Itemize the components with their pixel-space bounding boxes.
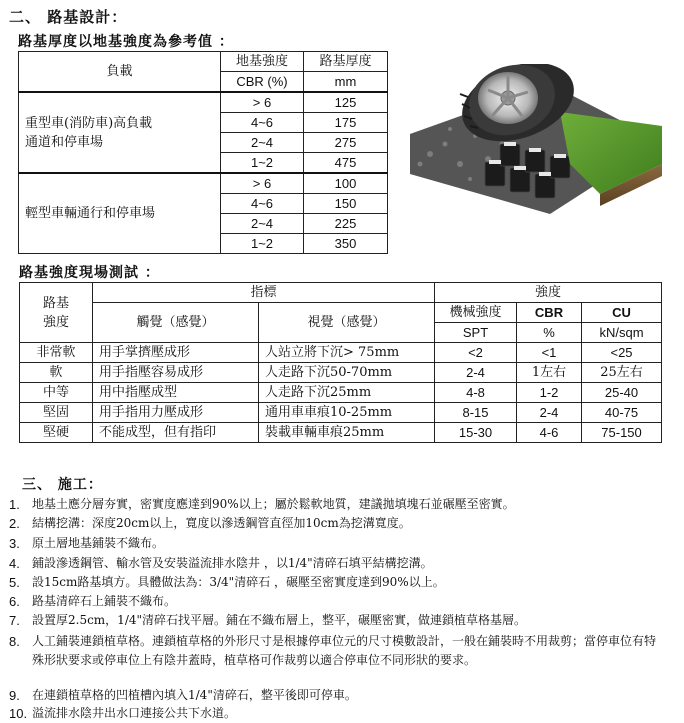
- header-thickness-line1: 路基厚度: [304, 52, 388, 72]
- cbr-cell: > 6: [221, 92, 304, 113]
- table1-caption: 路基厚度以地基強度為參考值 ：: [18, 34, 234, 50]
- step-number: 4.: [9, 556, 20, 571]
- header-thickness-line2: mm: [304, 72, 388, 93]
- spt-cell: <2: [435, 343, 517, 363]
- group-heavy-label-line1: 重型車(消防車)高負載: [25, 115, 153, 131]
- cbr-cell: 4~6: [221, 194, 304, 214]
- header-cbr-line1: 地基強度: [221, 52, 304, 72]
- field-strength-table: [19, 282, 662, 443]
- spt-cell: 8-15: [435, 403, 517, 423]
- table-row: [20, 343, 662, 363]
- cu-cell: <25: [582, 343, 662, 363]
- step-number: 7.: [9, 613, 20, 628]
- thickness-cell: 125: [304, 92, 388, 113]
- step-number: 2.: [9, 516, 20, 531]
- cbr-cell: <1: [517, 343, 582, 363]
- touch-cell: 用中指壓成型: [93, 383, 259, 403]
- subgrade-thickness-table: [18, 51, 388, 254]
- thickness-cell: 350: [304, 234, 388, 254]
- step-number: 5.: [9, 575, 20, 590]
- strength-cell: 堅硬: [20, 423, 93, 443]
- strength-cell: 中等: [20, 383, 93, 403]
- section3-title: 三、 施工：: [22, 477, 103, 493]
- cbr-cell: 4-6: [517, 423, 582, 443]
- header-load: 負載: [19, 52, 221, 93]
- thickness-cell: 475: [304, 153, 388, 174]
- step-number: 6.: [9, 594, 20, 609]
- grass-paver-illustration: [400, 64, 668, 222]
- touch-cell: 不能成型，但有指印: [93, 423, 259, 443]
- cu-cell: 40-75: [582, 403, 662, 423]
- spt-cell: 2-4: [435, 363, 517, 383]
- spt-cell: 4-8: [435, 383, 517, 403]
- section2-title: 二、 路基設計：: [9, 8, 128, 26]
- cbr-cell: > 6: [221, 173, 304, 194]
- vision-cell: 人站立將下沉> 75mm: [259, 343, 435, 363]
- spt-cell: 15-30: [435, 423, 517, 443]
- cbr-cell: 2~4: [221, 133, 304, 153]
- table-row: [20, 363, 662, 383]
- step-text: 設15cm路基填方。具體做法為：3/4"清碎石 ，碾壓至密實度達到90%以上。: [32, 575, 445, 589]
- touch-cell: 用手指壓容易成形: [93, 363, 259, 383]
- cbr-cell: 2-4: [517, 403, 582, 423]
- header-percent: %: [517, 323, 582, 343]
- header-vision: 視覺（感覺）: [259, 303, 435, 343]
- cu-cell: 25-40: [582, 383, 662, 403]
- step-text: 原土層地基鋪裝不織布。: [32, 536, 165, 550]
- thickness-cell: 175: [304, 113, 388, 133]
- cbr-cell: 1~2: [221, 234, 304, 254]
- header-kn-sqm: kN/sqm: [582, 323, 662, 343]
- step-number: 9.: [9, 688, 20, 703]
- vision-cell: 通用車車痕10-25mm: [259, 403, 435, 423]
- cbr-cell: 2~4: [221, 214, 304, 234]
- group-heavy-label-line2: 通道和停車場: [25, 134, 104, 150]
- touch-cell: 用手指用力壓成形: [93, 403, 259, 423]
- vision-cell: 人走路下沉50-70mm: [259, 363, 435, 383]
- vision-cell: 裝載車輛車痕25mm: [259, 423, 435, 443]
- step-text: 路基清碎石上鋪裝不織布。: [32, 594, 177, 608]
- table-row: [20, 403, 662, 423]
- thickness-cell: 225: [304, 214, 388, 234]
- header-cbr-line2: CBR (%): [221, 72, 304, 93]
- header-cu: CU: [582, 303, 662, 323]
- step-text: 人工鋪裝連鎖植草格。連鎖植草格的外形尺寸是根據停車位元的尺寸模數設計，一般在鋪裝時不用裁剪；當停車位有特殊形狀要求或停車位上有陰井蓋時，植草格可作裁剪以適合停車位不同形狀的要求。: [32, 634, 657, 667]
- group-heavy-label: [19, 92, 221, 173]
- vision-cell: 人走路下沉25mm: [259, 383, 435, 403]
- cbr-cell: 4~6: [221, 113, 304, 133]
- table-row: [20, 423, 662, 443]
- cbr-cell: 1-2: [517, 383, 582, 403]
- header-spt: SPT: [435, 323, 517, 343]
- step-number: 3.: [9, 536, 20, 551]
- table-row: [20, 383, 662, 403]
- step-text: 溢流排水陰井出水口連接公共下水道。: [32, 706, 237, 720]
- header-subgrade-strength-line2: 強度: [42, 314, 69, 330]
- header-cbr: CBR: [517, 303, 582, 323]
- header-indicator: 指標: [93, 283, 435, 303]
- step-text: 地基土應分層夯實，密實度應達到90%以上；屬於鬆軟地質，建議拋填塊石並碾壓至密實。: [32, 497, 515, 511]
- header-intensity: 強度: [435, 283, 662, 303]
- step-text: 在連鎖植草格的凹植槽內填入1/4"清碎石，整平後即可停車。: [32, 688, 357, 702]
- strength-cell: 非常軟: [20, 343, 93, 363]
- step-number: 8.: [9, 634, 20, 649]
- thickness-cell: 150: [304, 194, 388, 214]
- step-text: 結構挖溝：深度20cm以上，寬度以滲透鋼管直徑加10cm為挖溝寬度。: [32, 516, 411, 530]
- thickness-cell: 100: [304, 173, 388, 194]
- step-number: 1.: [9, 497, 20, 512]
- step-number: 10.: [9, 706, 28, 721]
- header-subgrade-strength-line1: 路基: [42, 295, 69, 311]
- table2-caption: 路基強度現場測試 ：: [19, 265, 160, 281]
- cbr-cell: 1左右: [517, 363, 582, 383]
- cbr-cell: 1~2: [221, 153, 304, 174]
- header-subgrade-strength: [20, 283, 93, 343]
- thickness-cell: 275: [304, 133, 388, 153]
- group-light-label: 輕型車輛通行和停車場: [19, 173, 221, 254]
- step-text: 設置厚2.5cm，1/4"清碎石找平層。鋪在不織布層上，整平，碾壓密實，做連鎖植草格基層。: [32, 613, 527, 627]
- header-touch: 觸覺（感覺）: [93, 303, 259, 343]
- strength-cell: 軟: [20, 363, 93, 383]
- step-text: 鋪設滲透鋼管、輸水管及安裝溢流排水陰井 ，以1/4"清碎石填平結構挖溝。: [32, 556, 433, 570]
- cu-cell: 75-150: [582, 423, 662, 443]
- header-mechanical: 機械強度: [435, 303, 517, 323]
- touch-cell: 用手掌擠壓成形: [93, 343, 259, 363]
- cu-cell: 25左右: [582, 363, 662, 383]
- strength-cell: 堅固: [20, 403, 93, 423]
